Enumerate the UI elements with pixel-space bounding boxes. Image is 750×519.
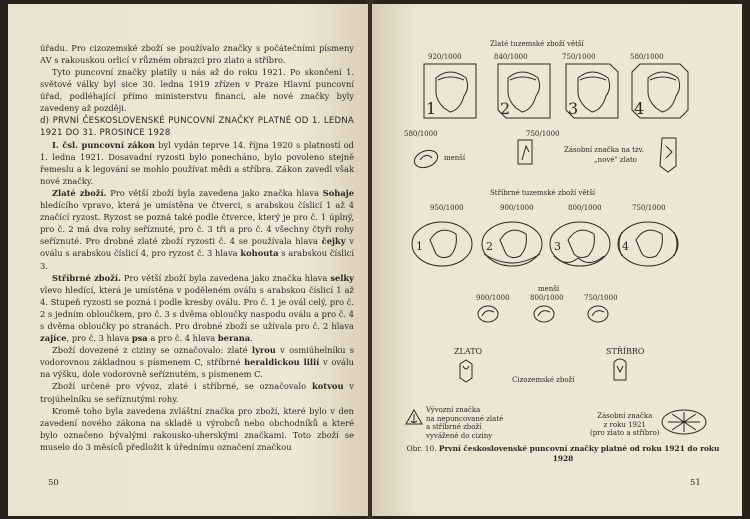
gold-numeral-3: 3 (568, 99, 579, 118)
gold-finess-4: 580/1000 (630, 53, 664, 61)
gold-numeral-1: 1 (426, 99, 437, 118)
stribro-label: STŘÍBRO (606, 347, 645, 356)
silver-numeral-2: 2 (486, 240, 493, 253)
reserve-label-line2: „nové" zlato (594, 156, 638, 164)
silver-small-finess-1: 900/1000 (476, 294, 510, 302)
silver-numeral-3: 3 (554, 240, 561, 253)
paragraph-export: Zboží určené pro vývoz, zlaté i stříbrné, se označovalo kotvou v trojúhelníku se seříznutými rohy. (40, 381, 354, 404)
silver-finess-4: 750/1000 (632, 204, 666, 212)
silver-numeral-1: 1 (416, 240, 423, 253)
paragraph-foreign: Zboží dovezené z ciziny se označovalo: zlaté lyrou v osmiúhelníku s vodorovnou základnou s písmenem C, stříbrné heraldickou lilií v oválu na výšku, dole vodorovně seříznutém, s písmenem C. (40, 345, 354, 380)
reserve2-label: Zásobní značka z roku 1921 (pro zlato a stříbro) (590, 412, 660, 438)
gold-finess-3: 750/1000 (562, 53, 596, 61)
paragraph-2: Tyto puncovní značky platily u nás až do roku 1921. Po skončení 1. světové války byl sice 30. ledna 1919 zřízen v Praze Hlavní puncovní úřad, podléhající přímo ministerstvu financí, ale nové značky byly zavedeny až později. (40, 67, 354, 114)
silver-small-dog (534, 306, 554, 322)
paragraph-3: I. čsl. puncovní zákon byl vydán teprve 14. října 1920 s platností od 1. ledna 1921. Dosavadní ryzosti bylo ponecháno, bylo povoleno stejně řemeslu a k legování se mohlo používat mědi a stříbra. Zákon zavedl však nové značky. (40, 139, 354, 186)
gold-finess-2: 840/1000 (494, 53, 528, 61)
gold-small-finess-1: 580/1000 (404, 130, 438, 138)
left-page-text (40, 42, 354, 453)
silver-small-hare (478, 306, 498, 322)
silver-finess-1: 950/1000 (430, 204, 464, 212)
zlato-label: ZLATO (454, 347, 483, 356)
right-page (372, 4, 742, 516)
gold-small-hallmark-pewit (412, 147, 440, 170)
figure-caption: Obr. 10. První československé puncovní značky platné od roku 1921 do roku 1928 (406, 444, 720, 463)
silver-small-finess-2: 800/1000 (530, 294, 564, 302)
gold-small-label: menší (444, 154, 466, 162)
silver-finess-3: 800/1000 (568, 204, 602, 212)
silver-small-finess-3: 750/1000 (584, 294, 618, 302)
gold-title: Zlaté tuzemské zboží větší (490, 40, 584, 48)
hallmark-illustrations (372, 4, 742, 516)
silver-title: Stříbrné tuzemské zboží větší (490, 189, 596, 197)
silver-small-ram (588, 306, 608, 322)
gold-reserve-hallmark (660, 138, 676, 172)
export-label: Vývozní značka na nepuncované zlaté a stříbrné zboží vyvážené do ciziny (426, 406, 504, 440)
section-heading: d) PRVNÍ ČESKOSLOVENSKÉ PUNCOVNÍ ZNAČKY PLATNÉ OD 1. LEDNA 1921 DO 31. PROSINCE 1928 (40, 115, 354, 138)
silver-numeral-4: 4 (622, 240, 629, 253)
gold-finess-1: 920/1000 (428, 53, 462, 61)
foreign-silver-lily (614, 359, 626, 380)
reserve-label-line1: Zásobní značka na tzv. (564, 146, 644, 154)
left-page (8, 4, 368, 516)
paragraph-gold: Zlaté zboží. Pro větší zboží byla zavedena jako značka hlava Sohaje hledícího vpravo, která je umístěna ve čtverci, s arabskou číslicí 1 až 4 značící ryzost. Ryzost se pozná také podle čtverce, který je pro č. 1 úplný, pro č. 2 má dva rohy seříznuté, pro č. 3 tři a pro č. 4 všechny čtyři rohy seříznuté. Pro drobné zlaté zboží ryzosti č. 4 se používala hlava čejky v oválu s arabskou číslicí 4, pro ryzost č. 3 hlava kohouta s arabskou číslicí 3. (40, 187, 354, 271)
silver-finess-2: 900/1000 (500, 204, 534, 212)
silver-small-title: menší (538, 285, 560, 293)
bold-term: I. čsl. puncovní zákon (52, 139, 155, 150)
export-anchor-hallmark (406, 410, 422, 424)
paragraph-1: úřadu. Pro cizozemské zboží se používalo značky s počátečními písmeny AV s rakouskou orlicí v různém obrazci pro zlato a stříbro. (40, 43, 354, 66)
gold-numeral-2: 2 (500, 99, 511, 118)
foreign-label: Cizozemské zboží (512, 376, 575, 384)
page-number-left: 50 (48, 478, 59, 488)
gold-small-hallmark-rooster (518, 140, 532, 164)
paragraph-reserve: Kromě toho byla zavedena zvláštní značka pro zboží, které bylo v den zavedení nového zákona na skladě u výrobců nebo obchodníků a které bylo označeno bývalými rakousko-uherskými značkami. Toto zboží se muselo do 3 měsíců předložit k úřednímu označení značkou (40, 405, 354, 452)
gold-small-finess-2: 750/1000 (526, 130, 560, 138)
page-number-right: 51 (690, 478, 701, 488)
gold-numeral-4: 4 (634, 99, 645, 118)
foreign-gold-lyre (460, 360, 472, 382)
paragraph-silver: Stříbrné zboží. Pro větší zboží byla zavedena jako značka hlava selky vlevo hledící, která je umístěna v poděleném oválu s arabskou číslicí 1 až 4. Stupeň ryzosti se pozná i podle kresby oválu. Pro č. 1 je ovál celý, pro č. 2 s jedním obloučkem, pro č. 3 s dvěma obloučky naspodu oválu a pro č. 4 s dvěma obloučky po stranách. Pro drobné zboží se užívala pro č. 2 hlava zajíce, pro č. 3 hlava psa a pro č. 4 hlava berana. (40, 272, 354, 344)
reserve-1921-hallmark (662, 410, 706, 434)
